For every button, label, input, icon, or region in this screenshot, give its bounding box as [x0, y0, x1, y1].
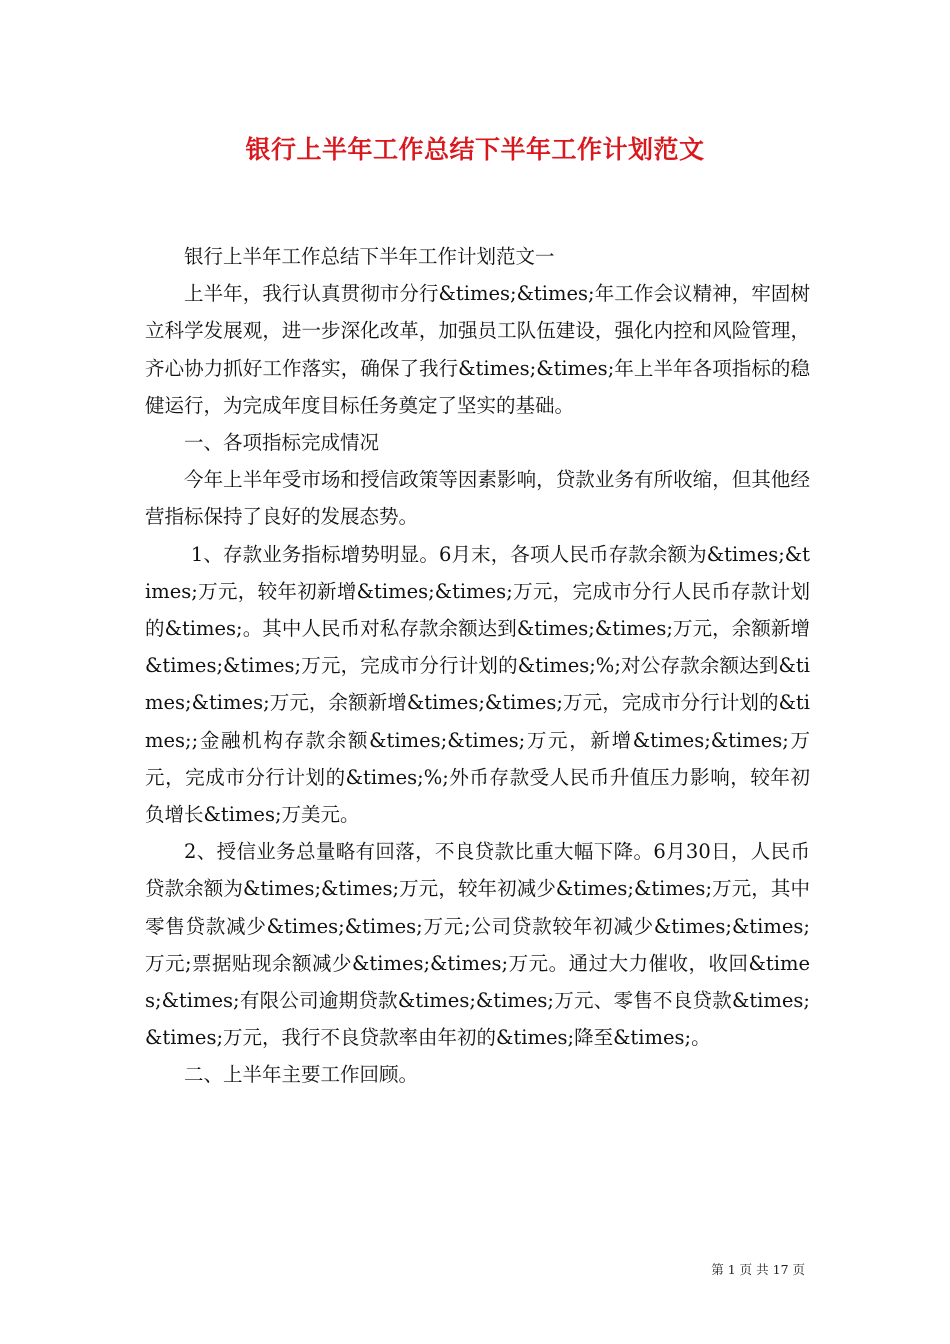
section-heading: 一、各项指标完成情况 [184, 431, 380, 455]
paragraph: 1、存款业务指标增势明显。6月末，各项人民币存款余额为&times;&times;万元，较年初新增&times;&times;万元，完成市分行人民币存款计划的&times;。其中人民币对私存款余额达到&times;&times;万元，余额新增&times;&times;万元，完成市分行计划的&times;%;对公存款余额达到&times;&times;万元，余额新增&times;&times;万元，完成市分行计划的&times;;金融机构存款余额&times;&times;万元，新增&times;&times;万元，完成市分行计划的&times;%;外币存款受人民币升值压力影响，较年初负增长&times;万美元。 [145, 542, 810, 827]
section-heading: 二、上半年主要工作回顾。 [184, 1063, 419, 1087]
paragraph: 2、授信业务总量略有回落，不良贷款比重大幅下降。6月30日，人民币贷款余额为&times;&times;万元，较年初减少&times;&times;万元，其中零售贷款减少&times;&times;万元;公司贷款较年初减少&times;&times;万元;票据贴现余额减少&times;&times;万元。通过大力催收，收回&times;&times;有限公司逾期贷款&times;&times;万元、零售不良贷款&times;&times;万元，我行不良贷款率由年初的&times;降至&times;。 [145, 840, 810, 1050]
page-number: 第 1 页 共 17 页 [711, 1262, 805, 1277]
section-heading: 银行上半年工作总结下半年工作计划范文一 [184, 245, 555, 268]
paragraph: 今年上半年受市场和授信政策等因素影响，贷款业务有所收缩，但其他经营指标保持了良好的发展态势。 [145, 468, 810, 529]
document-title: 银行上半年工作总结下半年工作计划范文 [245, 135, 705, 164]
paragraph: 上半年，我行认真贯彻市分行&times;&times;年工作会议精神，牢固树立科学发展观，进一步深化改革，加强员工队伍建设，强化内控和风险管理，齐心协力抓好工作落实，确保了我行&times;&times;年上半年各项指标的稳健运行，为完成年度目标任务奠定了坚实的基础。 [145, 282, 810, 417]
document-body [145, 238, 810, 1094]
